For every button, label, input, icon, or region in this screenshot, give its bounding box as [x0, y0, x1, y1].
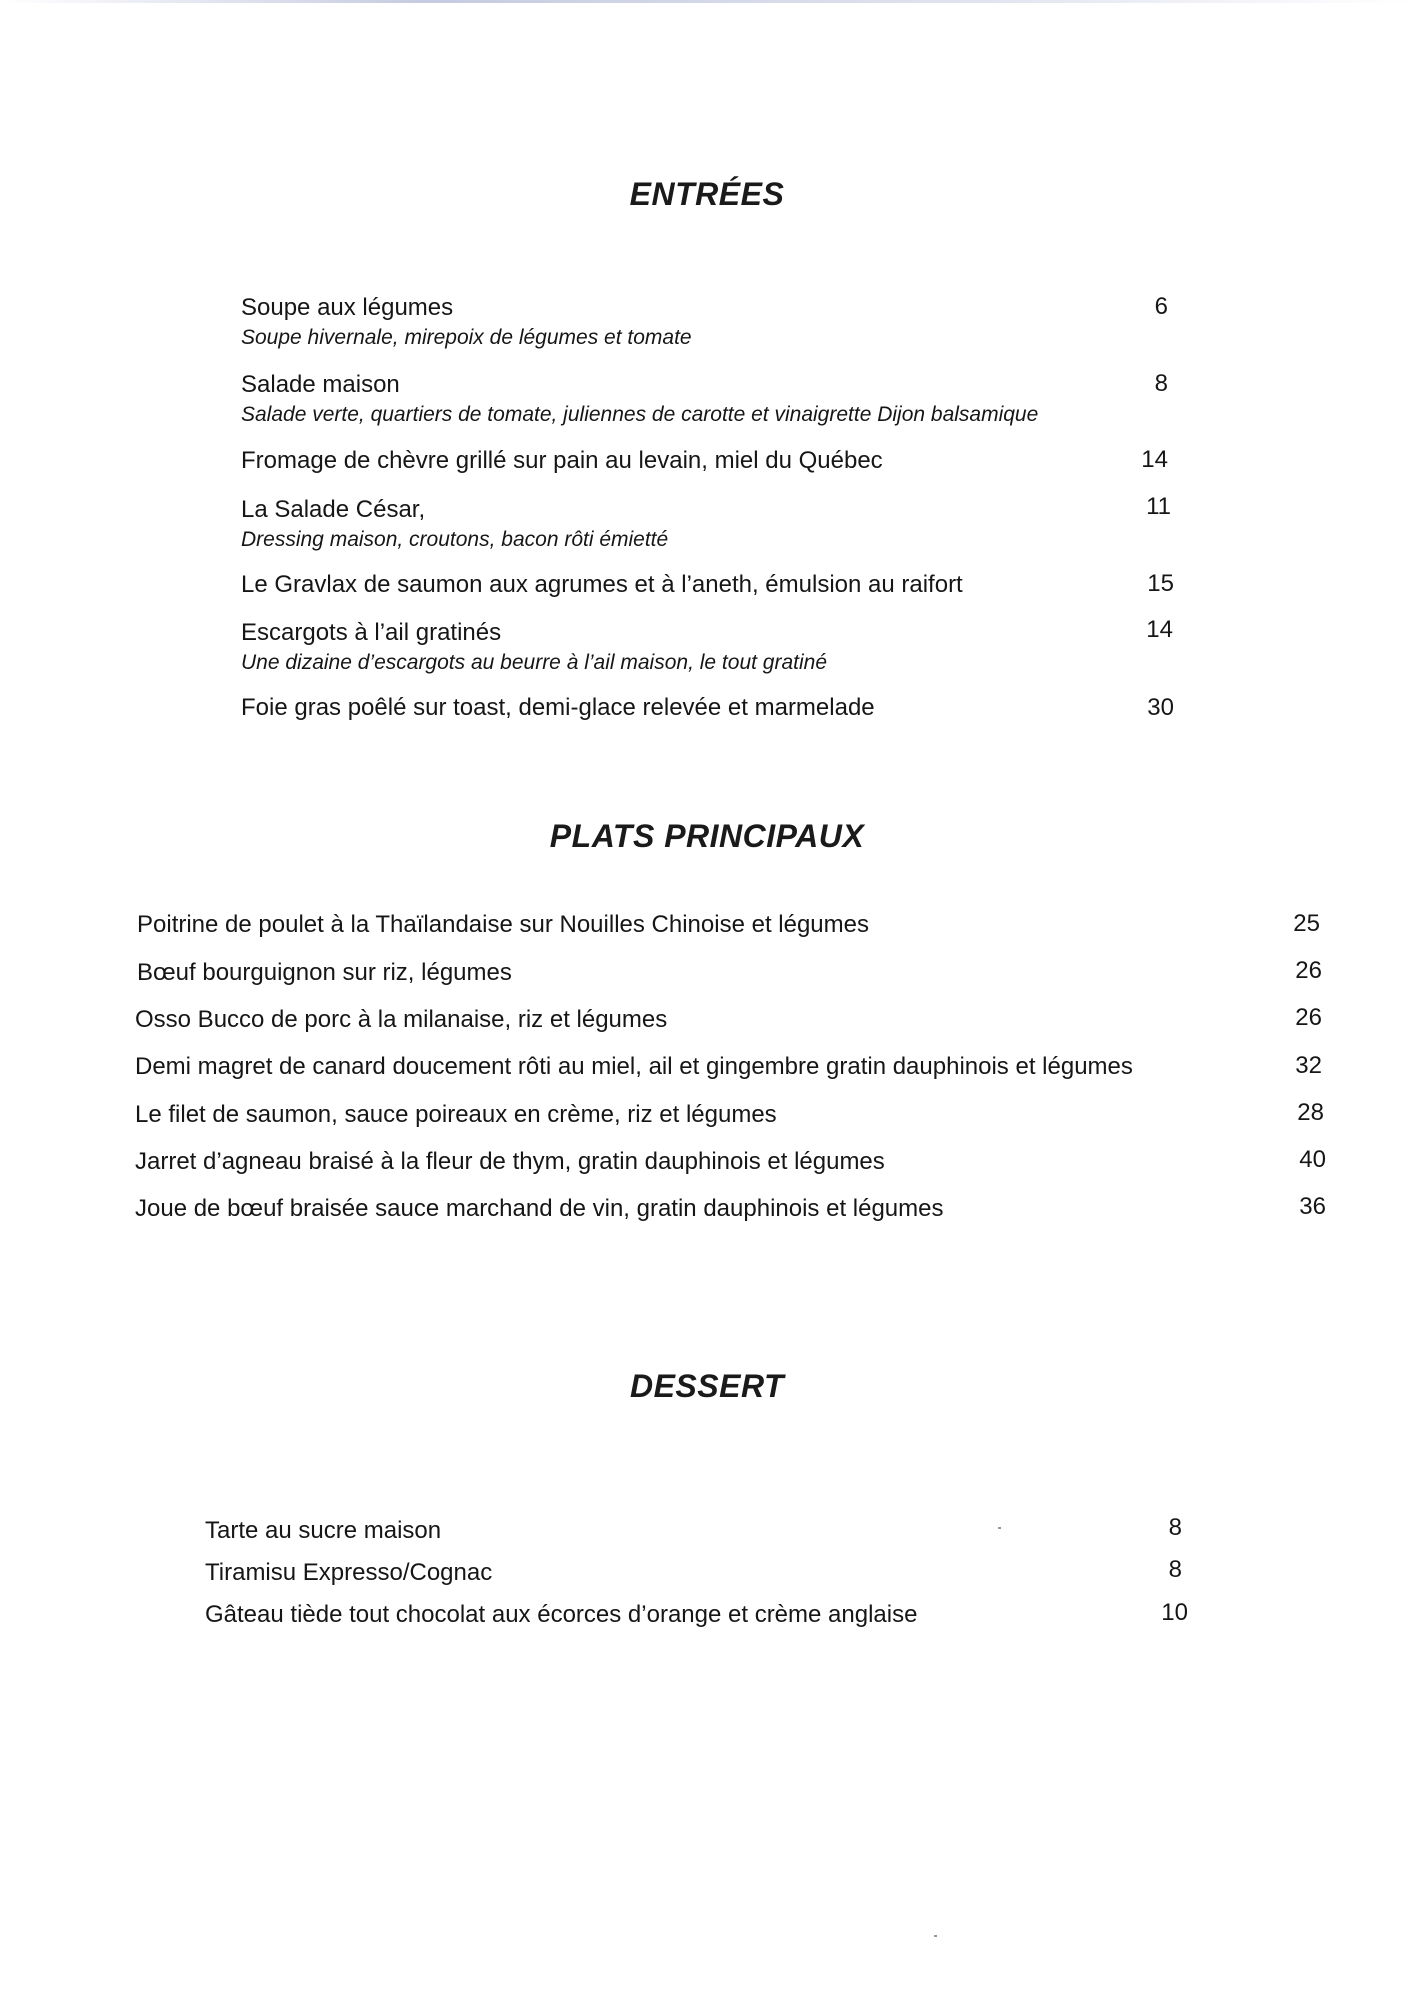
scan-speck — [998, 1527, 1001, 1529]
item-price: 8 — [1168, 1556, 1182, 1583]
item-name: Joue de bœuf braisée sauce marchand de vin, gratin dauphinois et légumes — [135, 1195, 944, 1222]
entree-item-soupe — [241, 294, 692, 351]
item-name: Soupe aux légumes — [241, 294, 454, 321]
dessert-item-gateau-chocolat — [205, 1601, 917, 1629]
entree-item-fromage-chevre — [241, 447, 883, 475]
item-name: Osso Bucco de porc à la milanaise, riz et légumes — [135, 1006, 668, 1033]
item-price: 14 — [1141, 446, 1168, 473]
item-price: 8 — [1154, 370, 1168, 397]
item-name: Le filet de saumon, sauce poireaux en crème, riz et légumes — [135, 1101, 777, 1128]
plat-item-joue-boeuf — [135, 1195, 944, 1223]
plat-item-poulet — [137, 911, 869, 939]
scan-speck — [934, 1935, 937, 1937]
entree-item-foie-gras — [241, 694, 875, 722]
item-description: Dressing maison, croutons, bacon rôti émietté — [241, 528, 669, 551]
item-description: Une dizaine d’escargots au beurre à l’ail maison, le tout gratiné — [241, 651, 828, 674]
item-price: 32 — [1295, 1052, 1322, 1079]
plat-item-jarret-agneau — [135, 1148, 885, 1176]
item-name: Tiramisu Expresso/Cognac — [205, 1559, 493, 1586]
plat-item-saumon — [135, 1101, 777, 1129]
dessert-heading: DESSERT — [629, 1368, 785, 1404]
item-price: 11 — [1146, 493, 1171, 520]
item-price: 28 — [1297, 1099, 1324, 1126]
item-price: 26 — [1295, 1004, 1322, 1031]
plat-item-magret — [135, 1053, 1133, 1081]
item-price: 30 — [1147, 694, 1174, 721]
entree-item-salade-cesar — [241, 496, 668, 553]
item-price: 14 — [1146, 616, 1173, 643]
item-name: Foie gras poêlé sur toast, demi-glace relevée et marmelade — [241, 694, 875, 721]
item-name: Le Gravlax de saumon aux agrumes et à l’aneth, émulsion au raifort — [241, 571, 963, 598]
item-name: Escargots à l’ail gratinés — [241, 619, 502, 646]
entrees-heading: ENTRÉES — [629, 176, 785, 212]
entree-item-escargots — [241, 619, 827, 676]
item-price: 26 — [1295, 957, 1322, 984]
item-name: Fromage de chèvre grillé sur pain au levain, miel du Québec — [241, 447, 883, 474]
item-name: Tarte au sucre maison — [205, 1517, 442, 1544]
scan-edge-artifact — [0, 0, 1414, 3]
plats-heading: PLATS PRINCIPAUX — [549, 818, 865, 854]
item-name: Poitrine de poulet à la Thaïlandaise sur Nouilles Chinoise et légumes — [137, 911, 869, 938]
item-name: Demi magret de canard doucement rôti au miel, ail et gingembre gratin dauphinois et légumes — [135, 1053, 1133, 1080]
item-price: 40 — [1299, 1146, 1326, 1173]
dessert-item-tiramisu — [205, 1559, 492, 1587]
item-description: Soupe hivernale, mirepoix de légumes et tomate — [241, 326, 692, 349]
item-price: 10 — [1161, 1599, 1188, 1626]
item-price: 25 — [1293, 910, 1320, 937]
dessert-item-tarte-sucre — [205, 1517, 441, 1545]
item-price: 15 — [1147, 570, 1174, 597]
item-price: 8 — [1168, 1514, 1182, 1541]
item-name: Jarret d’agneau braisé à la fleur de thym, gratin dauphinois et légumes — [135, 1148, 885, 1175]
plat-item-osso-bucco — [135, 1006, 667, 1034]
item-description: Salade verte, quartiers de tomate, juliennes de carotte et vinaigrette Dijon balsamique — [241, 403, 1039, 426]
item-name: Gâteau tiède tout chocolat aux écorces d’orange et crème anglaise — [205, 1601, 918, 1628]
item-name: La Salade César, — [241, 496, 426, 523]
plat-item-boeuf-bourguignon — [137, 959, 512, 987]
item-name: Salade maison — [241, 371, 400, 398]
item-price: 36 — [1299, 1193, 1326, 1220]
item-name: Bœuf bourguignon sur riz, légumes — [137, 959, 512, 986]
entree-item-salade-maison — [241, 371, 1038, 428]
entree-item-gravlax — [241, 571, 963, 599]
item-price: 6 — [1154, 293, 1168, 320]
